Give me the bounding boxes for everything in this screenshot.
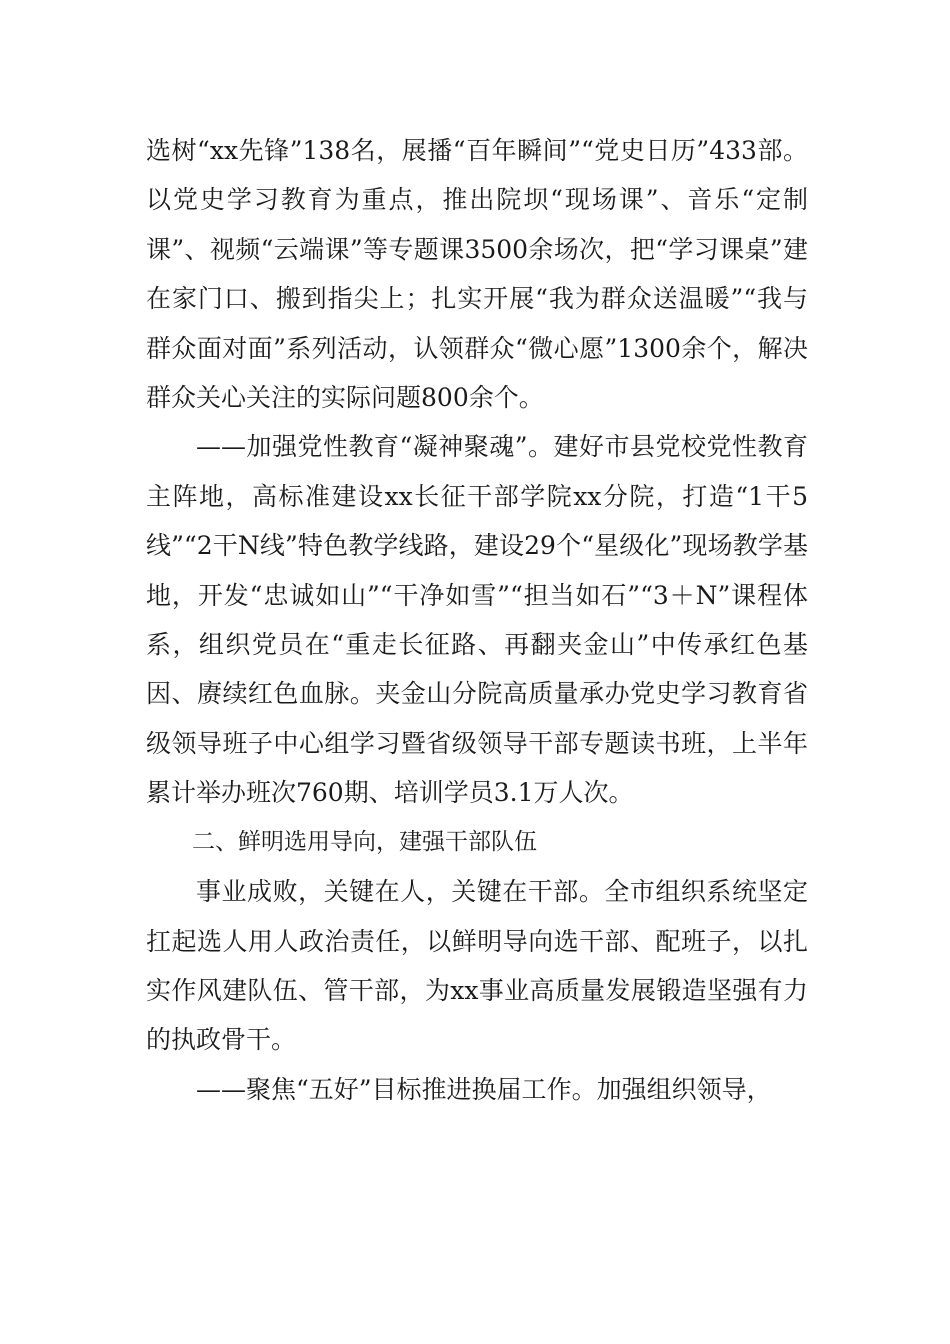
paragraph-election-work: ——聚焦“五好”目标推进换届工作。加强组织领导， (196, 1074, 772, 1104)
document-body (146, 126, 808, 1114)
paragraph-continuation: 选树“xx先锋”138名，展播“百年瞬间”“党史日历”433部。以党史学习教育为重点，推出院坝“现场课”、音乐“定制课”、视频“云端课”等专题课3500余场次，把“学习课桌”建在家门口、搬到指尖上；扎实开展“我为群众送温暖”“我与群众面对面”系列活动，认领群众“微心愿”1300余个，解决群众关心关注的实际问题800余个。 (146, 136, 808, 413)
paragraph-party-spirit-education: ——加强党性教育“凝神聚魂”。建好市县党校党性教育主阵地，高标准建设xx长征干部学院xx分院，打造“1干5线”“2干N线”特色教学线路，建设29个“星级化”现场教学基地，开发“忠诚如山”“干净如雪”“担当如石”“3＋N”课程体系，组织党员在“重走长征路、再翻夹金山”中传承红色基因、赓续红色血脉。夹金山分院高质量承办党史学习教育省级领导班子中心组学习暨省级领导干部专题读书班，上半年累计举办班次760期、培训学员3.1万人次。 (146, 432, 808, 808)
paragraph-cadre-intro: 事业成败，关键在人，关键在干部。全市组织系统坚定扛起选人用人政治责任，以鲜明导向选干部、配班子，以扎实作风建队伍、管干部，为xx事业高质量发展锻造坚强有力的执政骨干。 (146, 877, 808, 1055)
section-heading: 二、鲜明选用导向，建强干部队伍 (192, 828, 537, 855)
